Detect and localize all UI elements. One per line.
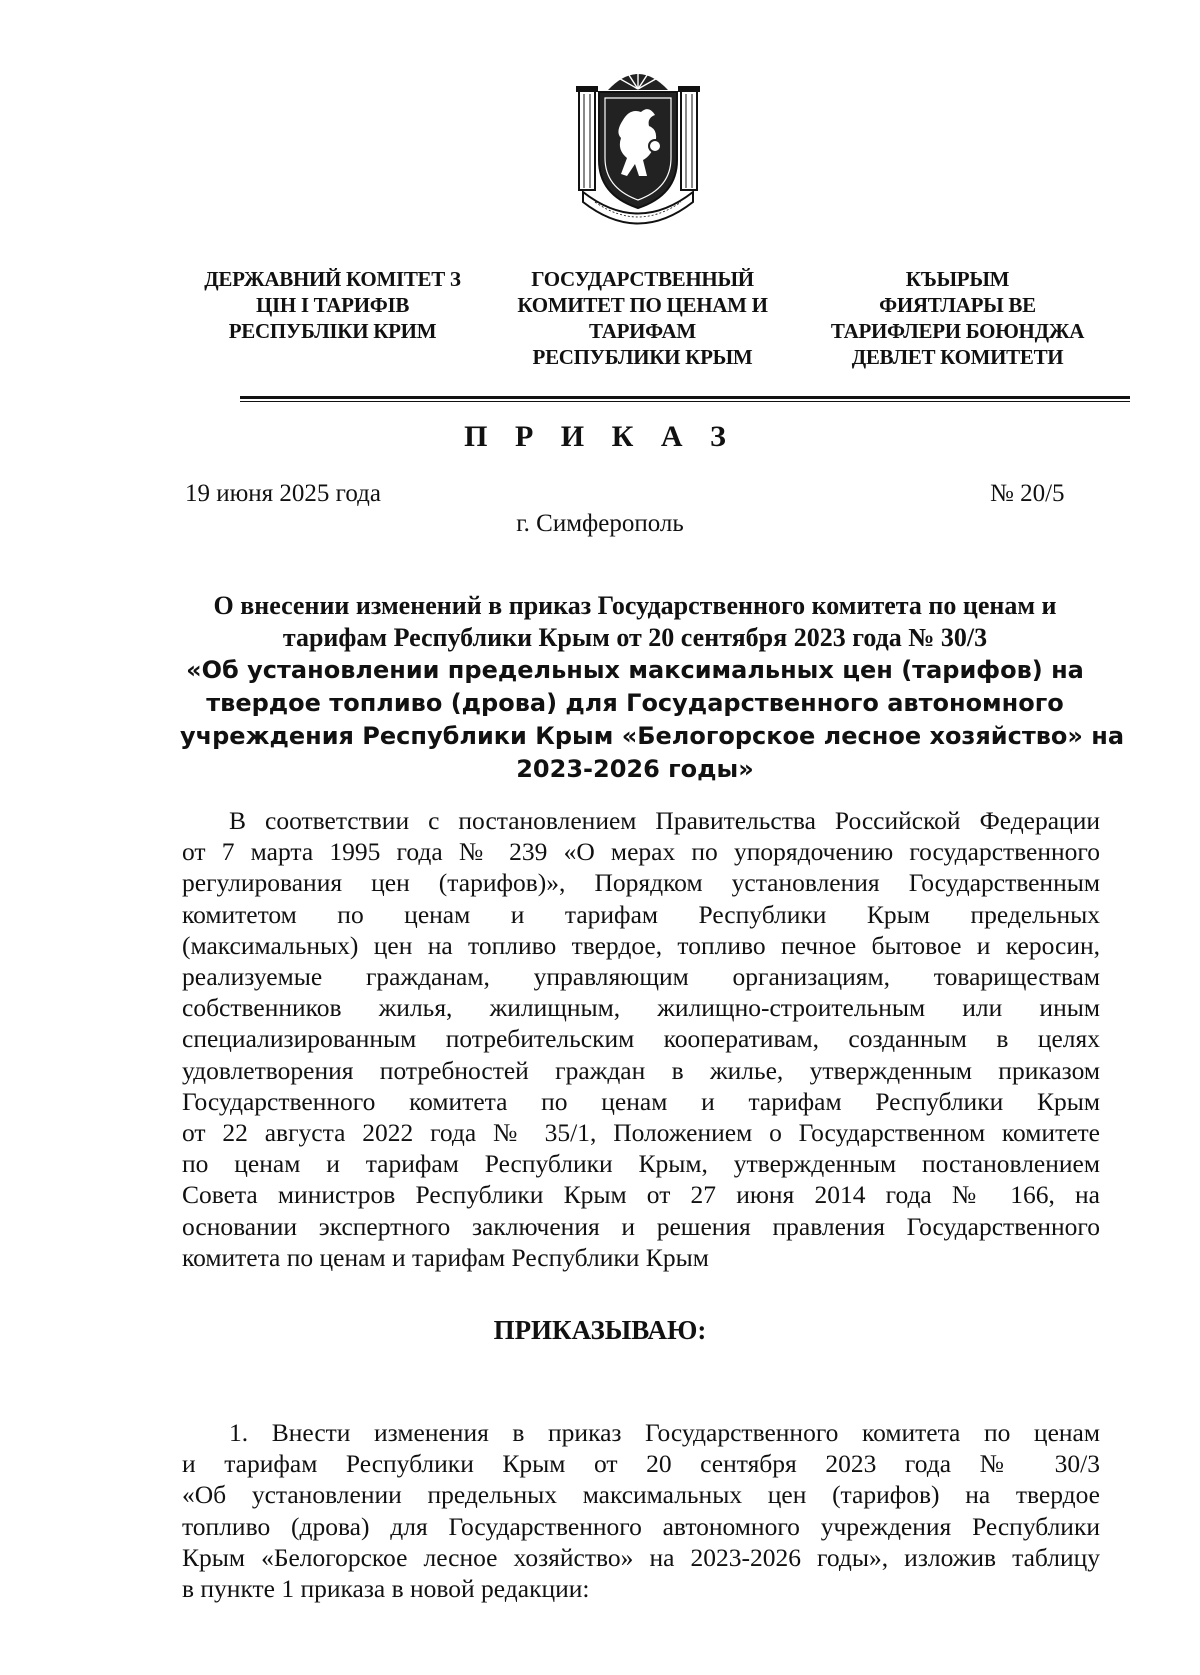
preamble-line: специализированным потребительским кооперативам, созданным в целях — [182, 1024, 1100, 1054]
crimea-coat-of-arms-icon — [575, 60, 701, 225]
preamble-line: комитета по ценам и тарифам Республики Крым — [182, 1242, 709, 1272]
order-city: г. Симферополь — [516, 510, 684, 537]
preamble-paragraph — [182, 805, 1100, 1273]
header-ru-line: КОМИТЕТ ПО ЦЕНАМ И — [517, 293, 768, 317]
header-divider — [240, 396, 1130, 399]
header-divider-thin — [240, 401, 1130, 402]
subject-line: твердое топливо (дрова) для Государственного автономного — [206, 689, 1064, 717]
subject-line: 2023-2026 годы» — [516, 755, 754, 783]
preamble-line: основании экспертного заключения и решения правления Государственного — [182, 1211, 1100, 1241]
preamble-line: Совета министров Республики Крым от 27 июня 2014 года № 166, на — [182, 1180, 1100, 1210]
subject-line: учреждения Республики Крым «Белогорское лесное хозяйство» на — [180, 722, 1125, 750]
preamble-line: от 7 марта 1995 года № 239 «О мерах по упорядочению государственного — [182, 837, 1100, 867]
item-line: и тарифам Республики Крым от 20 сентября 2023 года № 30/3 — [182, 1449, 1100, 1479]
item-line: «Об установлении предельных максимальных цен (тарифов) на твердое — [182, 1480, 1100, 1510]
preamble-line: регулирования цен (тарифов)», Порядком установления Государственным — [182, 868, 1100, 898]
header-block — [0, 266, 1200, 376]
preamble-line: Государственного комитета по ценам и тарифам Республики Крым — [182, 1086, 1100, 1116]
item-line: топливо (дрова) для Государственного автономного учреждения Республики — [182, 1511, 1100, 1541]
header-crh-line: ДЕВЛЕТ КОМИТЕТИ — [851, 345, 1064, 369]
subject-line: тарифам Республики Крым от 20 сентября 2023 года № 30/3 — [282, 623, 988, 652]
item-line: в пункте 1 приказа в новой редакции: — [182, 1574, 590, 1604]
header-ua-line: ДЕРЖАВНИЙ КОМІТЕТ З — [204, 267, 461, 291]
header-ua-line: РЕСПУБЛІКИ КРИМ — [228, 319, 437, 343]
order-number: № 20/5 — [990, 480, 1065, 507]
header-crimean-tatar — [815, 266, 1100, 370]
header-crh-line: КЪЫРЫМ — [905, 267, 1010, 291]
header-ua-line: ЦІН І ТАРИФІВ — [255, 293, 410, 317]
preamble-line: собственников жилья, жилищным, жилищно-строительным или иным — [182, 993, 1100, 1023]
subject-line: «Об установлении предельных максимальных цен (тарифов) на — [186, 656, 1084, 684]
order-date: 19 июня 2025 года — [185, 480, 381, 507]
header-crh-line: ТАРИФЛЕРИ БОЮНДЖА — [830, 319, 1085, 343]
document-title: П Р И К А З — [464, 420, 736, 453]
order-subject — [180, 590, 1125, 786]
header-ru-line: ГОСУДАРСТВЕННЫЙ — [531, 267, 754, 291]
header-ru-line: РЕСПУБЛИКИ КРЫМ — [532, 345, 753, 369]
preamble-line: по ценам и тарифам Республики Крым, утвержденным постановлением — [182, 1149, 1100, 1179]
header-ru-line: ТАРИФАМ — [589, 319, 696, 343]
preamble-line: В соответствии с постановлением Правительства Российской Федерации — [229, 806, 1100, 835]
preamble-line: реализуемые гражданам, управляющим организациям, товариществам — [182, 962, 1100, 992]
preamble-line: удовлетворения потребностей граждан в жилье, утвержденным приказом — [182, 1055, 1100, 1085]
header-ukrainian — [190, 266, 475, 344]
preamble-line: от 22 августа 2022 года № 35/1, Положением о Государственном комитете — [182, 1118, 1100, 1148]
header-crh-line: ФИЯТЛАРЫ ВЕ — [879, 293, 1036, 317]
item-line: 1. Внести изменения в приказ Государственного комитета по ценам — [229, 1418, 1100, 1447]
header-russian — [495, 266, 790, 370]
command-heading: ПРИКАЗЫВАЮ: — [493, 1315, 707, 1345]
order-item-1 — [182, 1417, 1100, 1604]
preamble-line: комитетом по ценам и тарифам Республики Крым предельных — [182, 899, 1100, 929]
preamble-line: (максимальных) цен на топливо твердое, топливо печное бытовое и керосин, — [182, 930, 1100, 960]
item-line: Крым «Белогорское лесное хозяйство» на 2023-2026 годы», изложив таблицу — [182, 1542, 1100, 1572]
subject-line: О внесении изменений в приказ Государственного комитета по ценам и — [213, 591, 1057, 620]
